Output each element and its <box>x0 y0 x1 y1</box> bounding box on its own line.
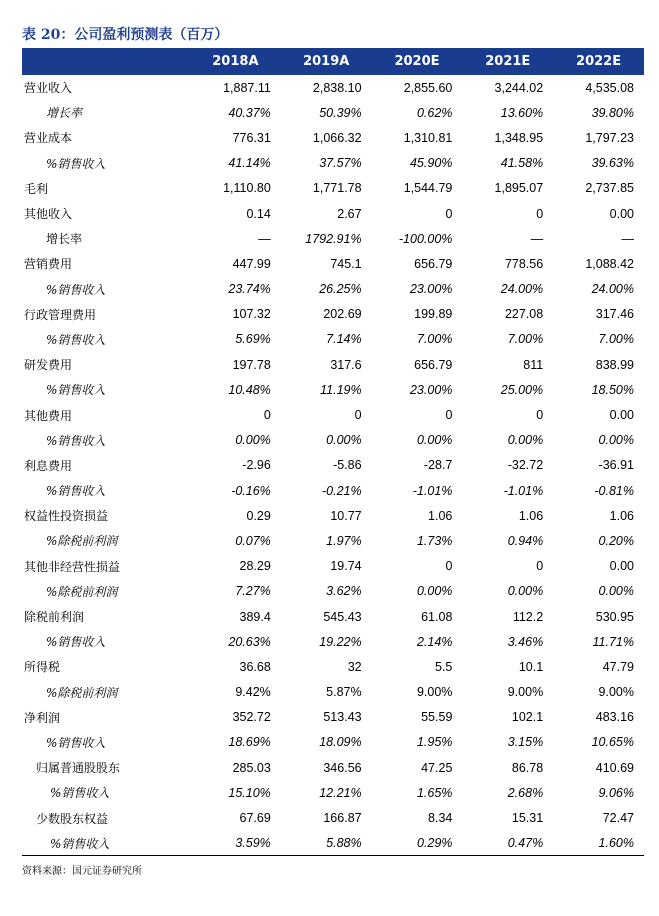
table-row <box>22 629 644 654</box>
cell-2020e: -100.00% <box>398 231 453 246</box>
cell-2020e: 1.65% <box>416 785 453 800</box>
cell-2020e: 1.06 <box>428 508 453 523</box>
cell-2021e: -32.72 <box>507 458 544 473</box>
cell-2022e: 39.63% <box>591 156 634 171</box>
table-row <box>22 755 644 780</box>
cell-2019a: 317.6 <box>330 357 362 372</box>
cell-2019a: 5.87% <box>326 685 362 700</box>
cell-2018a: 197.78 <box>232 357 271 372</box>
table-row <box>22 226 644 251</box>
cell-2022e: 1,797.23 <box>585 130 634 145</box>
cell-2022e: 0.00% <box>598 584 634 599</box>
row-label: %销售收入 <box>46 332 106 347</box>
cell-2018a: — <box>258 231 271 246</box>
cell-2021e: 15.31 <box>511 811 544 826</box>
cell-2019a: 1792.91% <box>305 231 362 246</box>
table-row <box>22 554 644 579</box>
table-row <box>22 579 644 604</box>
cell-2020e: 0 <box>445 559 453 574</box>
cell-2021e: 24.00% <box>500 282 544 297</box>
cell-2022e: 317.46 <box>595 307 634 322</box>
cell-2021e: 0.47% <box>507 836 544 851</box>
row-label: 营业收入 <box>24 81 73 96</box>
cell-2018a: 40.37% <box>228 105 271 120</box>
cell-2020e: 61.08 <box>421 609 453 624</box>
cell-2018a: 285.03 <box>232 760 271 775</box>
row-label: %销售收入 <box>46 735 106 750</box>
cell-2019a: 19.22% <box>319 634 362 649</box>
table-row <box>22 352 644 377</box>
cell-2020e: 2,855.60 <box>403 80 453 95</box>
cell-2022e: 530.95 <box>595 609 634 624</box>
cell-2019a: 2,838.10 <box>312 80 362 95</box>
cell-2019a: 166.87 <box>323 811 362 826</box>
row-label: 归属普通股股东 <box>36 761 121 776</box>
cell-2018a: 41.14% <box>228 156 271 171</box>
table-row <box>22 75 644 100</box>
cell-2018a: 352.72 <box>232 710 271 725</box>
cell-2018a: 447.99 <box>232 256 271 271</box>
cell-2019a: 346.56 <box>323 760 362 775</box>
row-label: 营销费用 <box>24 257 73 272</box>
cell-2020e: 23.00% <box>409 282 453 297</box>
cell-2019a: 37.57% <box>319 156 362 171</box>
cell-2019a: 2.67 <box>337 206 362 221</box>
cell-2018a: 15.10% <box>228 785 271 800</box>
table-row <box>22 277 644 302</box>
cell-2019a: 545.43 <box>323 609 362 624</box>
cell-2019a: 10.77 <box>330 508 362 523</box>
cell-2022e: -36.91 <box>598 458 634 473</box>
row-label: 少数股东权益 <box>36 811 109 826</box>
cell-2019a: 0 <box>354 408 362 423</box>
table-row <box>22 302 644 327</box>
row-label: %销售收入 <box>46 635 106 650</box>
cell-2021e: 1.06 <box>518 508 544 523</box>
cell-2021e: 41.58% <box>500 156 544 171</box>
row-label: %销售收入 <box>46 156 106 171</box>
header-2018a: 2018A <box>212 54 259 69</box>
cell-2019a: 5.88% <box>326 836 362 851</box>
cell-2020e: 0.29% <box>416 836 453 851</box>
table-row <box>22 151 644 176</box>
cell-2018a: -0.16% <box>231 483 271 498</box>
cell-2020e: 55.59 <box>421 710 453 725</box>
table-row <box>22 805 644 830</box>
cell-2018a: -2.96 <box>242 458 271 473</box>
cell-2022e: -0.81% <box>594 483 634 498</box>
cell-2019a: 1,771.78 <box>312 181 362 196</box>
row-label: 其他收入 <box>24 207 73 222</box>
cell-2018a: 1,887.11 <box>223 80 271 95</box>
cell-2021e: 3.15% <box>507 735 544 750</box>
cell-2021e: 778.56 <box>504 256 544 271</box>
row-label: %除税前利润 <box>46 534 118 549</box>
cell-2018a: 3.59% <box>235 836 271 851</box>
cell-2019a: 0.00% <box>326 433 362 448</box>
cell-2020e: 9.00% <box>416 685 453 700</box>
forecast-table <box>22 48 644 856</box>
cell-2022e: 11.71% <box>592 634 634 649</box>
cell-2021e: 227.08 <box>504 307 544 322</box>
cell-2022e: 0.20% <box>598 533 634 548</box>
cell-2019a: 745.1 <box>330 256 362 271</box>
cell-2018a: 9.42% <box>235 685 271 700</box>
cell-2020e: 1,310.81 <box>403 130 453 145</box>
cell-2022e: 18.50% <box>591 382 634 397</box>
cell-2020e: 0.00% <box>416 584 453 599</box>
cell-2019a: -5.86 <box>333 458 362 473</box>
cell-2022e: 39.80% <box>591 105 634 120</box>
row-label: 研发费用 <box>24 358 73 373</box>
cell-2021e: 0.00% <box>507 433 544 448</box>
cell-2021e: 1,895.07 <box>494 181 544 196</box>
table-row <box>22 125 644 150</box>
cell-2021e: 9.00% <box>507 685 544 700</box>
cell-2019a: -0.21% <box>321 483 362 498</box>
cell-2022e: 9.00% <box>598 685 634 700</box>
cell-2019a: 7.14% <box>326 332 362 347</box>
cell-2021e: 3,244.02 <box>494 80 544 95</box>
cell-2020e: 47.25 <box>421 760 453 775</box>
table-row <box>22 402 644 427</box>
cell-2020e: 1,544.79 <box>403 181 453 196</box>
cell-2020e: 656.79 <box>414 357 453 372</box>
header-2020e: 2020E <box>394 54 440 69</box>
cell-2020e: 1.95% <box>416 735 453 750</box>
cell-2022e: 1.06 <box>609 508 634 523</box>
cell-2019a: 1.97% <box>326 533 362 548</box>
row-label: 利息费用 <box>24 458 73 473</box>
cell-2019a: 202.69 <box>323 307 362 322</box>
cell-2018a: 36.68 <box>239 659 271 674</box>
row-label: 除税前利润 <box>24 610 85 625</box>
cell-2018a: 389.4 <box>239 609 271 624</box>
cell-2019a: 50.39% <box>319 105 362 120</box>
cell-2020e: 199.89 <box>414 307 453 322</box>
cell-2022e: — <box>621 231 634 246</box>
cell-2022e: 4,535.08 <box>585 80 634 95</box>
cell-2018a: 0 <box>263 408 271 423</box>
cell-2022e: 0.00 <box>609 559 634 574</box>
cell-2021e: 86.78 <box>511 760 544 775</box>
cell-2022e: 9.06% <box>598 785 634 800</box>
cell-2020e: 5.5 <box>435 659 453 674</box>
cell-2019a: 26.25% <box>319 282 362 297</box>
source-note: 资料来源：国元证券研究所 <box>22 866 142 877</box>
cell-2018a: 20.63% <box>228 634 271 649</box>
cell-2019a: 32 <box>347 659 362 674</box>
cell-2022e: 483.16 <box>595 710 634 725</box>
table-row <box>22 377 644 402</box>
cell-2020e: -1.01% <box>412 483 453 498</box>
row-label: %除税前利润 <box>46 584 118 599</box>
row-label: 行政管理费用 <box>24 307 97 322</box>
cell-2018a: 107.32 <box>232 307 271 322</box>
cell-2021e: 10.1 <box>518 659 544 674</box>
cell-2021e: 811 <box>523 357 544 372</box>
cell-2019a: 11.19% <box>320 382 362 397</box>
cell-2018a: 5.69% <box>235 332 271 347</box>
cell-2021e: 13.60% <box>500 105 544 120</box>
table-row <box>22 831 644 856</box>
table-row <box>22 730 644 755</box>
table-row <box>22 201 644 226</box>
row-label: %销售收入 <box>46 282 106 297</box>
cell-2018a: 7.27% <box>235 584 271 599</box>
cell-2021e: 3.46% <box>507 634 544 649</box>
row-label: 其他非经营性损益 <box>24 559 121 574</box>
cell-2018a: 0.29 <box>246 508 271 523</box>
cell-2020e: 0.00% <box>416 433 453 448</box>
cell-2018a: 0.14 <box>246 206 271 221</box>
cell-2020e: 8.34 <box>428 811 453 826</box>
table-row <box>22 604 644 629</box>
table-row <box>22 327 644 352</box>
table-row <box>22 478 644 503</box>
cell-2022e: 10.65% <box>591 735 634 750</box>
cell-2018a: 67.69 <box>239 811 271 826</box>
table-row <box>22 705 644 730</box>
table-bottom-rule <box>22 855 644 856</box>
cell-2021e: — <box>530 231 544 246</box>
row-label: 增长率 <box>46 232 83 247</box>
cell-2022e: 7.00% <box>598 332 634 347</box>
cell-2020e: 0 <box>445 408 453 423</box>
header-2022e: 2022E <box>576 54 622 69</box>
cell-2021e: 0.94% <box>507 533 544 548</box>
table-header <box>22 48 644 75</box>
cell-2019a: 18.09% <box>319 735 362 750</box>
cell-2021e: 0 <box>536 206 544 221</box>
cell-2021e: -1.01% <box>503 483 544 498</box>
cell-2020e: 0.62% <box>416 105 453 120</box>
cell-2022e: 838.99 <box>595 357 634 372</box>
cell-2018a: 28.29 <box>239 559 271 574</box>
table-title: 表 20：公司盈利预测表（百万） <box>22 27 229 43</box>
table-row <box>22 100 644 125</box>
cell-2020e: 7.00% <box>416 332 453 347</box>
table-row <box>22 503 644 528</box>
row-label: 营业成本 <box>24 131 73 146</box>
cell-2022e: 1,088.42 <box>585 256 634 271</box>
cell-2020e: -28.7 <box>423 458 453 473</box>
cell-2021e: 0 <box>536 559 544 574</box>
table-row <box>22 680 644 705</box>
cell-2022e: 0.00 <box>609 206 634 221</box>
cell-2018a: 0.07% <box>235 533 271 548</box>
cell-2021e: 102.1 <box>511 710 544 725</box>
cell-2018a: 776.31 <box>232 130 271 145</box>
table-row <box>22 654 644 679</box>
cell-2021e: 1,348.95 <box>494 130 544 145</box>
table-row <box>22 528 644 553</box>
cell-2018a: 10.48% <box>228 382 271 397</box>
table-row <box>22 780 644 805</box>
cell-2022e: 47.79 <box>602 659 634 674</box>
row-label: 增长率 <box>46 106 83 121</box>
cell-2019a: 3.62% <box>326 584 362 599</box>
cell-2019a: 12.21% <box>319 785 362 800</box>
cell-2022e: 1.60% <box>598 836 634 851</box>
cell-2020e: 656.79 <box>414 256 453 271</box>
cell-2018a: 1,110.80 <box>223 181 271 196</box>
cell-2021e: 7.00% <box>507 332 544 347</box>
cell-2019a: 1,066.32 <box>312 130 362 145</box>
cell-2018a: 0.00% <box>235 433 271 448</box>
table-row <box>22 176 644 201</box>
row-label: 其他费用 <box>24 408 73 423</box>
cell-2020e: 0 <box>445 206 453 221</box>
header-2021e: 2021E <box>485 54 531 69</box>
cell-2021e: 112.2 <box>512 609 544 624</box>
cell-2020e: 23.00% <box>409 382 453 397</box>
cell-2021e: 25.00% <box>500 382 544 397</box>
row-label: %销售收入 <box>46 433 106 448</box>
cell-2022e: 410.69 <box>595 760 634 775</box>
table-row <box>22 453 644 478</box>
cell-2022e: 0.00 <box>609 408 634 423</box>
cell-2022e: 0.00% <box>598 433 634 448</box>
cell-2022e: 2,737.85 <box>585 181 634 196</box>
cell-2019a: 513.43 <box>323 710 362 725</box>
cell-2020e: 1.73% <box>416 533 453 548</box>
cell-2020e: 2.14% <box>416 634 453 649</box>
header-2019a: 2019A <box>303 54 350 69</box>
row-label: 权益性投资损益 <box>24 509 109 524</box>
row-label: %销售收入 <box>46 383 106 398</box>
table-row <box>22 251 644 276</box>
cell-2021e: 0 <box>536 408 544 423</box>
row-label: 净利润 <box>24 710 61 725</box>
table-body <box>22 75 644 856</box>
row-label: 毛利 <box>24 181 49 196</box>
table-row <box>22 428 644 453</box>
cell-2022e: 72.47 <box>602 811 634 826</box>
cell-2021e: 0.00% <box>507 584 544 599</box>
row-label: %销售收入 <box>50 786 110 801</box>
cell-2018a: 23.74% <box>228 282 271 297</box>
row-label: 所得税 <box>24 660 61 675</box>
cell-2020e: 45.90% <box>409 156 453 171</box>
row-label: %销售收入 <box>46 484 106 499</box>
cell-2022e: 24.00% <box>591 282 634 297</box>
cell-2021e: 2.68% <box>507 785 544 800</box>
cell-2019a: 19.74 <box>330 559 362 574</box>
row-label: %销售收入 <box>50 836 110 851</box>
row-label: %除税前利润 <box>46 685 118 700</box>
cell-2018a: 18.69% <box>228 735 271 750</box>
